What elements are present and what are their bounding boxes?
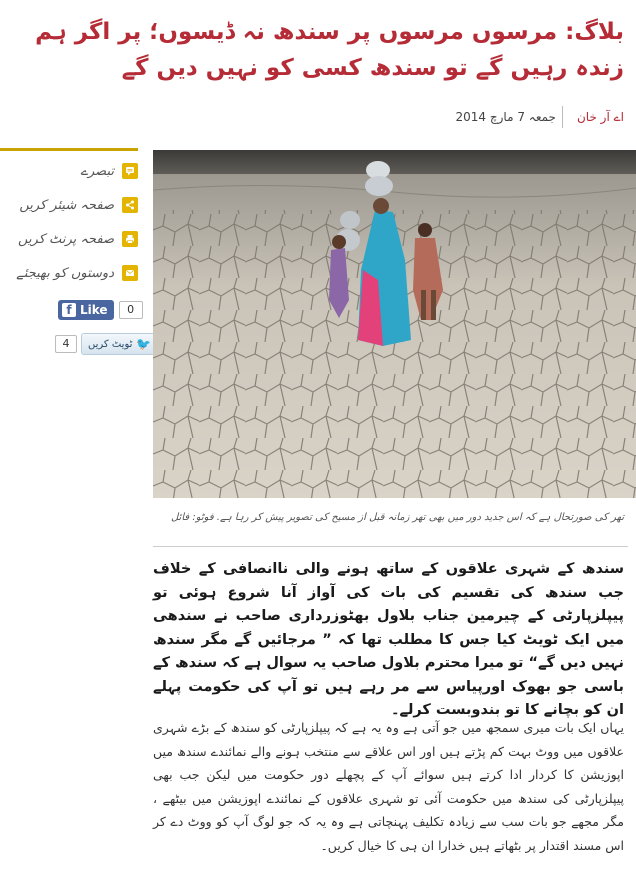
sidebar-divider [0,148,138,151]
image-caption: تھر کی صورتحال ہے کہ اس جدید دور میں بھی تھر زمانہ قبل از مسیح کی تصویر پیش کر رہا ہے. فوٹو: فائل [170,512,624,523]
article-headline: بلاگ: مرسوں مرسوں پر سندھ نہ ڈیسوں؛ پر اگر ہم زندہ رہیں گے تو سندھ کسی کو نہیں دیں گے [35,19,624,81]
print-icon [122,231,138,247]
article-meta [456,106,624,128]
comment-icon [122,163,138,179]
comments-link[interactable] [0,158,140,184]
share-toolbar [0,158,140,294]
facebook-like-label: Like [80,303,108,317]
publish-date: جمعہ 7 مارچ 2014 [455,110,556,124]
email-icon [122,265,138,281]
print-page-link[interactable] [0,226,140,252]
email-friends-label: دوستوں کو بھیجئے [16,265,114,281]
tweet-label: ٹویٹ کریں [88,338,133,350]
twitter-widget [55,333,158,355]
tweet-button[interactable] [81,333,158,355]
share-page-link[interactable] [0,192,140,218]
comments-label: تبصرے [80,163,114,179]
share-icon [122,197,138,213]
print-page-label: صفحہ پرنٹ کریں [18,231,114,247]
author-link[interactable]: اے آر خان [576,110,624,124]
lead-paragraph: سندھ کے شہری علاقوں کے ساتھ ہونے والی ناانصافی کے خلاف جب سندھ کی تقسیم کی بات کی آواز آنا شروع ہوئی تو پیپلزپارٹی کے چیرمین جناب بلاول بھٹوزرداری صاحب نے سندھی میں ایک ٹویٹ کیا جس کا مطلب تھا کہ ” مرجائیں گے مگر سندھ نہیں دیں گے“ تو میرا محترم بلاول صاحب یہ سوال ہے کہ سندھ کے باسی جو بھوک اورپیاس سے مر رہے ہیں تو آپ کی حکومت پہلے ان کو بچانے کا تو بندوبست کرلے۔ [153,561,624,718]
facebook-like-button[interactable] [58,300,114,320]
twitter-bird-icon: 🐦 [136,337,152,351]
email-friends-link[interactable] [0,260,140,286]
share-page-label: صفحہ شیئر کریں [19,197,114,213]
facebook-like-widget [58,300,143,320]
facebook-like-count: 0 [119,301,143,319]
caption-divider [153,546,628,547]
facebook-icon: f [62,303,76,317]
meta-divider [562,106,563,128]
article-photo [153,150,636,498]
body-paragraph: یہاں ایک بات میری سمجھ میں جو آتی ہے وہ یہ ہے کہ پیپلزپارٹی کو سندھ کے بڑے شہری علاقوں میں ووٹ بہت کم پڑتے ہیں اور اس علاقے سے منتخب ہونے والے نمائندے سندھ میں اپوزیشن کا کردار ادا کرتے ہیں سوائے آپ کے پچھلے دور حکومت میں لیکن جب بھی پیپلزپارٹی کی سندھ میں حکومت آئی تو شہری علاقوں کے نمائندے اپوزیشن میں بیٹھے ، مگر مجھے جو بات سب سے زیادہ تکلیف پہنچاتی ہے وہ یہ کہ جو لوگ آپ کو ووٹ دے کر اس مسند اقتدار پر بٹھاتے ہیں خدارا ان ہی کا خیال کریں۔ [153,720,624,853]
tweet-count: 4 [55,335,77,353]
